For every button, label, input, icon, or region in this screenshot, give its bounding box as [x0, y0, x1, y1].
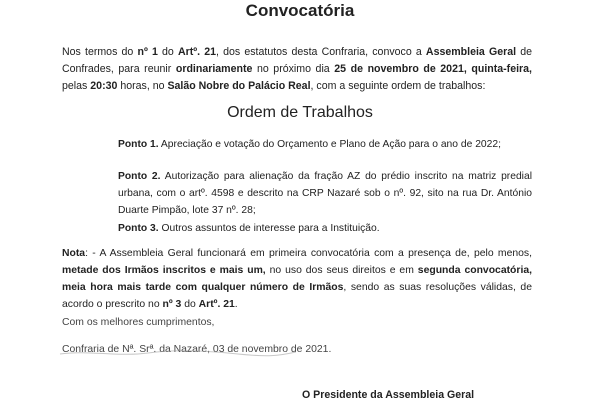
intro-text: Nos termos do: [62, 46, 138, 58]
agenda-item-label: Ponto 2.: [118, 171, 161, 182]
note-bold: Artº. 21: [198, 299, 235, 310]
intro-bold: ordinariamente: [175, 63, 253, 75]
agenda-item-label: Ponto 1.: [118, 139, 159, 150]
intro-text: pelas: [62, 80, 91, 92]
intro-text: , dos estatutos desta Confraria, convoco a: [216, 46, 426, 58]
agenda-item: [118, 168, 532, 219]
signer-title: O Presidente da Assembleia Geral: [302, 389, 475, 401]
note-bold: metade dos Irmãos inscritos e mais um,: [62, 265, 266, 276]
intro-bold: Salão Nobre do Palácio Real: [167, 80, 311, 92]
agenda-heading: Ordem de Trabalhos: [227, 104, 373, 121]
intro-text: de Confrades, para reunir: [62, 46, 533, 75]
place-date-line: [62, 344, 331, 355]
agenda-item: [118, 136, 532, 153]
note-text: , sendo as suas resoluções válidas, de acordo o prescrito no: [62, 282, 532, 310]
intro-bold: 20:30: [90, 80, 118, 92]
note-paragraph: [62, 245, 532, 313]
note-label: Nota: [62, 248, 86, 259]
intro-text: horas, no: [117, 80, 168, 92]
document-title: Convocatória: [245, 1, 355, 20]
note-text: no uso dos seus direitos e em: [265, 265, 418, 276]
note-text: .: [234, 299, 238, 310]
intro-bold: 25 de novembro de 2021, quinta-feira,: [334, 63, 533, 75]
place-date-text: Confraria de Nª. Srª. da Nazaré, 03 de novembro de 2021.: [62, 344, 332, 355]
intro-text: no próximo dia: [252, 63, 335, 75]
note-text: do: [181, 299, 199, 310]
intro-paragraph: [62, 44, 532, 95]
intro-bold: Artº. 21: [177, 46, 217, 58]
agenda-item-label: Ponto 3.: [118, 223, 159, 234]
agenda-item-text: Outros assuntos de interesse para a Instituição.: [161, 223, 380, 234]
note-text: : - A Assembleia Geral funcionará em primeira convocatória com a presença de, pelo menos,: [85, 248, 532, 259]
agenda-item: [118, 220, 532, 237]
agenda-item-text: Autorização para alienação da fração AZ do prédio inscrito na matriz predial urbana, com o artº. 4598 e descrito na CRP Nazaré sob o nº. 92, sito na rua Dr. António Duarte Pimpão, lote 37 nº. 28;: [118, 171, 532, 216]
intro-bold: nº 1: [137, 46, 158, 58]
note-bold: segunda convocatória, meia hora mais tarde com qualquer número de Irmãos: [62, 265, 533, 293]
agenda-item-text: Apreciação e votação do Orçamento e Plano de Ação para o ano de 2022;: [160, 139, 501, 150]
intro-bold: Assembleia Geral: [425, 46, 517, 58]
closing-line: Com os melhores cumprimentos,: [62, 317, 215, 328]
intro-text: , com a seguinte ordem de trabalhos:: [310, 80, 486, 92]
intro-text: do: [157, 46, 178, 58]
note-bold: nº 3: [162, 299, 182, 310]
